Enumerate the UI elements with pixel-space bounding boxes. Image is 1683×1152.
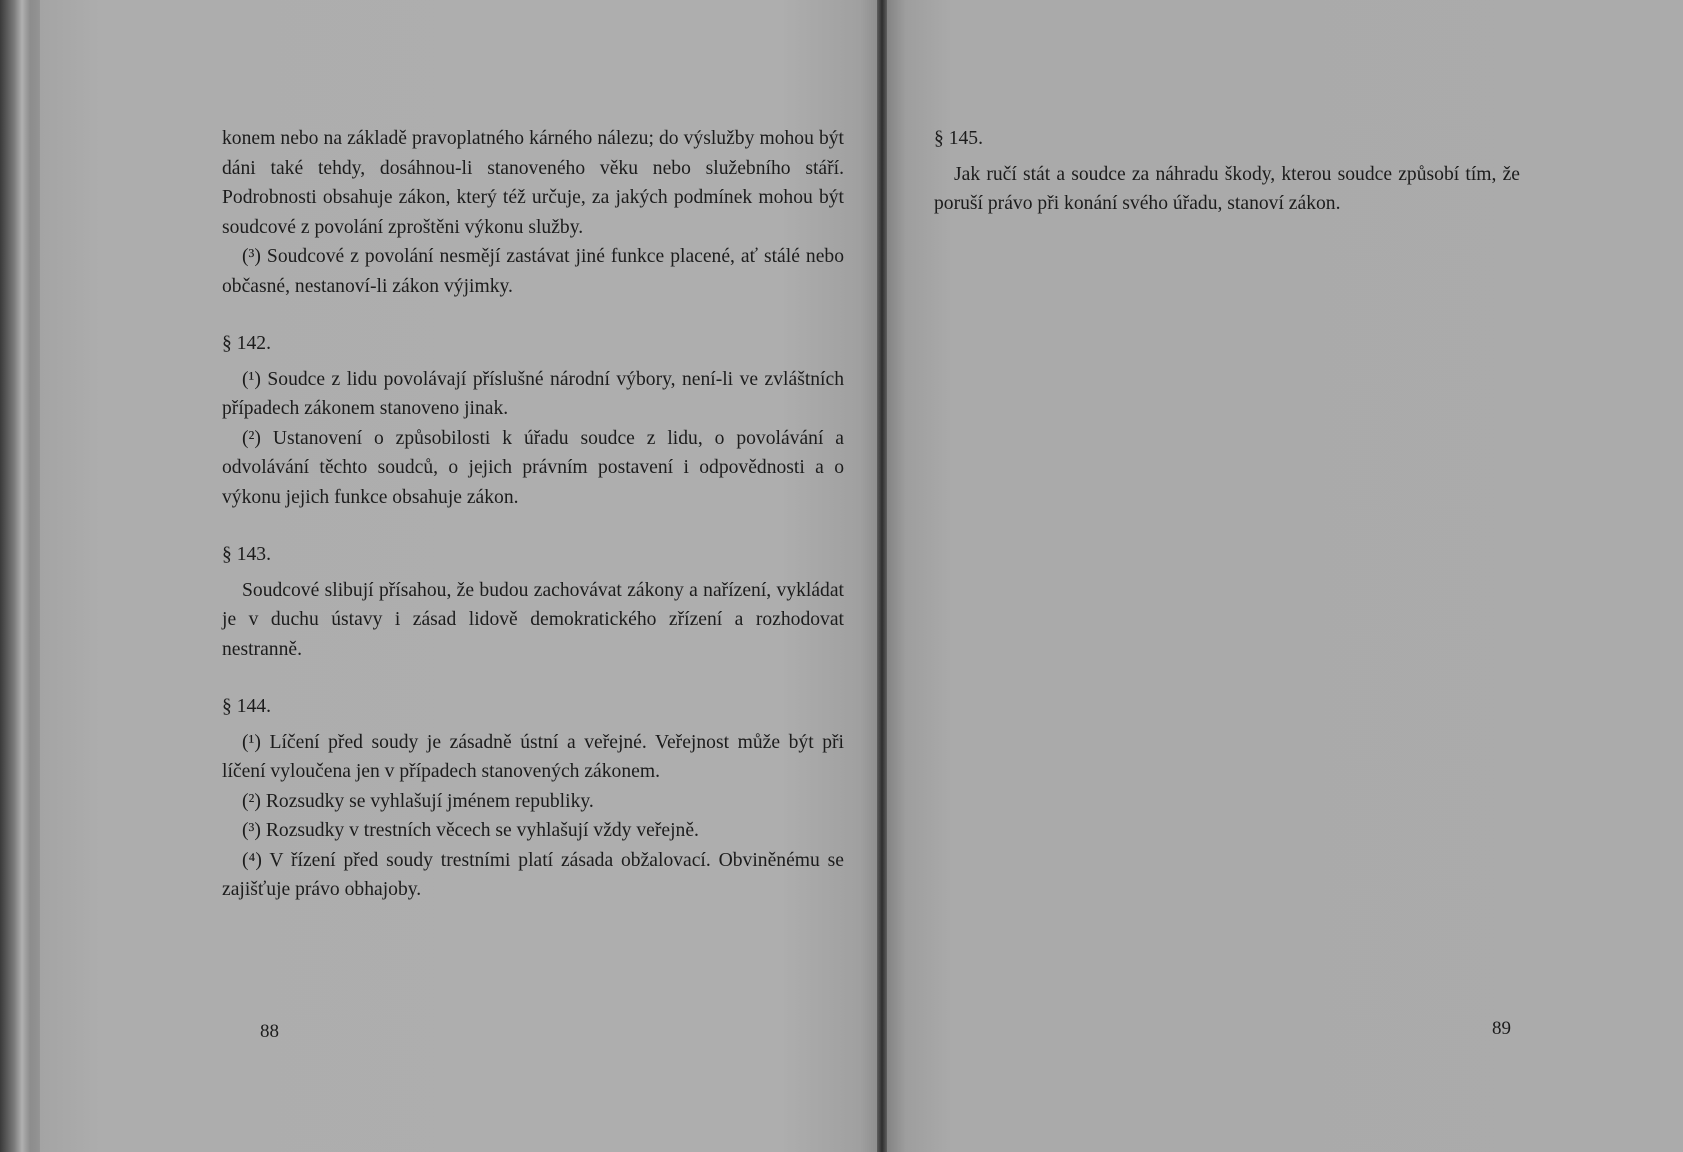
page-number-right: 89 bbox=[1492, 1018, 1511, 1039]
section-144-paragraph-4: (⁴) V řízení před soudy trestními platí zásada obžalovací. Obviněnému se zajišťuje právo obhajoby. bbox=[222, 849, 844, 900]
section-144-paragraph-3: (³) Rozsudky v trestních věcech se vyhlašují vždy veřejně. bbox=[242, 820, 699, 841]
left-page-text bbox=[222, 124, 844, 905]
right-page-text bbox=[934, 124, 1520, 219]
section-142-paragraph-1: (¹) Soudce z lidu povolávají příslušné národní výbory, není-li ve zvláštních případech zákonem stanoveno jinak. bbox=[222, 368, 844, 419]
section-144-paragraph-1: (¹) Líčení před soudy je zásadně ústní a veřejné. Veřejnost může být při líčení vyloučena jen v případech stanovených zákonem. bbox=[222, 731, 844, 782]
section-heading-143: § 143. bbox=[222, 544, 271, 565]
section-142-paragraph-2: (²) Ustanovení o způsobilosti k úřadu soudce z lidu, o povolávání a odvolávání těchto soudců, o jejich právním postavení i odpovědnosti a o výkonu jejich funkce obsahuje zákon. bbox=[222, 427, 844, 508]
section-heading-142: § 142. bbox=[222, 333, 271, 354]
section-heading-145: § 145. bbox=[934, 128, 983, 149]
section-144-paragraph-2: (²) Rozsudky se vyhlašují jménem republiky. bbox=[242, 790, 594, 812]
paragraph-continuation: konem nebo na základě pravoplatného kárného nálezu; do výslužby mohou být dáni také tehdy, dosáhnou-li stanoveného věku nebo služebního stáří. Podrobnosti obsahuje zákon, který též určuje, za jakých podmínek mohou být soudcové z povolání zproštěni výkonu služby. bbox=[222, 128, 844, 238]
book-gutter bbox=[877, 0, 887, 1152]
section-143-paragraph: Soudcové slibují přísahou, že budou zachovávat zákony a nařízení, vykládat je v duchu ústavy i zásad lidově demokratického zřízení a rozhodovat nestranně. bbox=[222, 579, 844, 660]
section-heading-144: § 144. bbox=[222, 696, 271, 717]
section-145-paragraph: Jak ručí stát a soudce za náhradu škody, kterou soudce způsobí tím, že poruší právo při konání svého úřadu, stanoví zákon. bbox=[934, 163, 1520, 214]
page-number-left: 88 bbox=[260, 1021, 279, 1042]
paragraph-3: (³) Soudcové z povolání nesmějí zastávat jiné funkce placené, ať stálé nebo občasné, nestanoví-li zákon výjimky. bbox=[222, 246, 844, 297]
